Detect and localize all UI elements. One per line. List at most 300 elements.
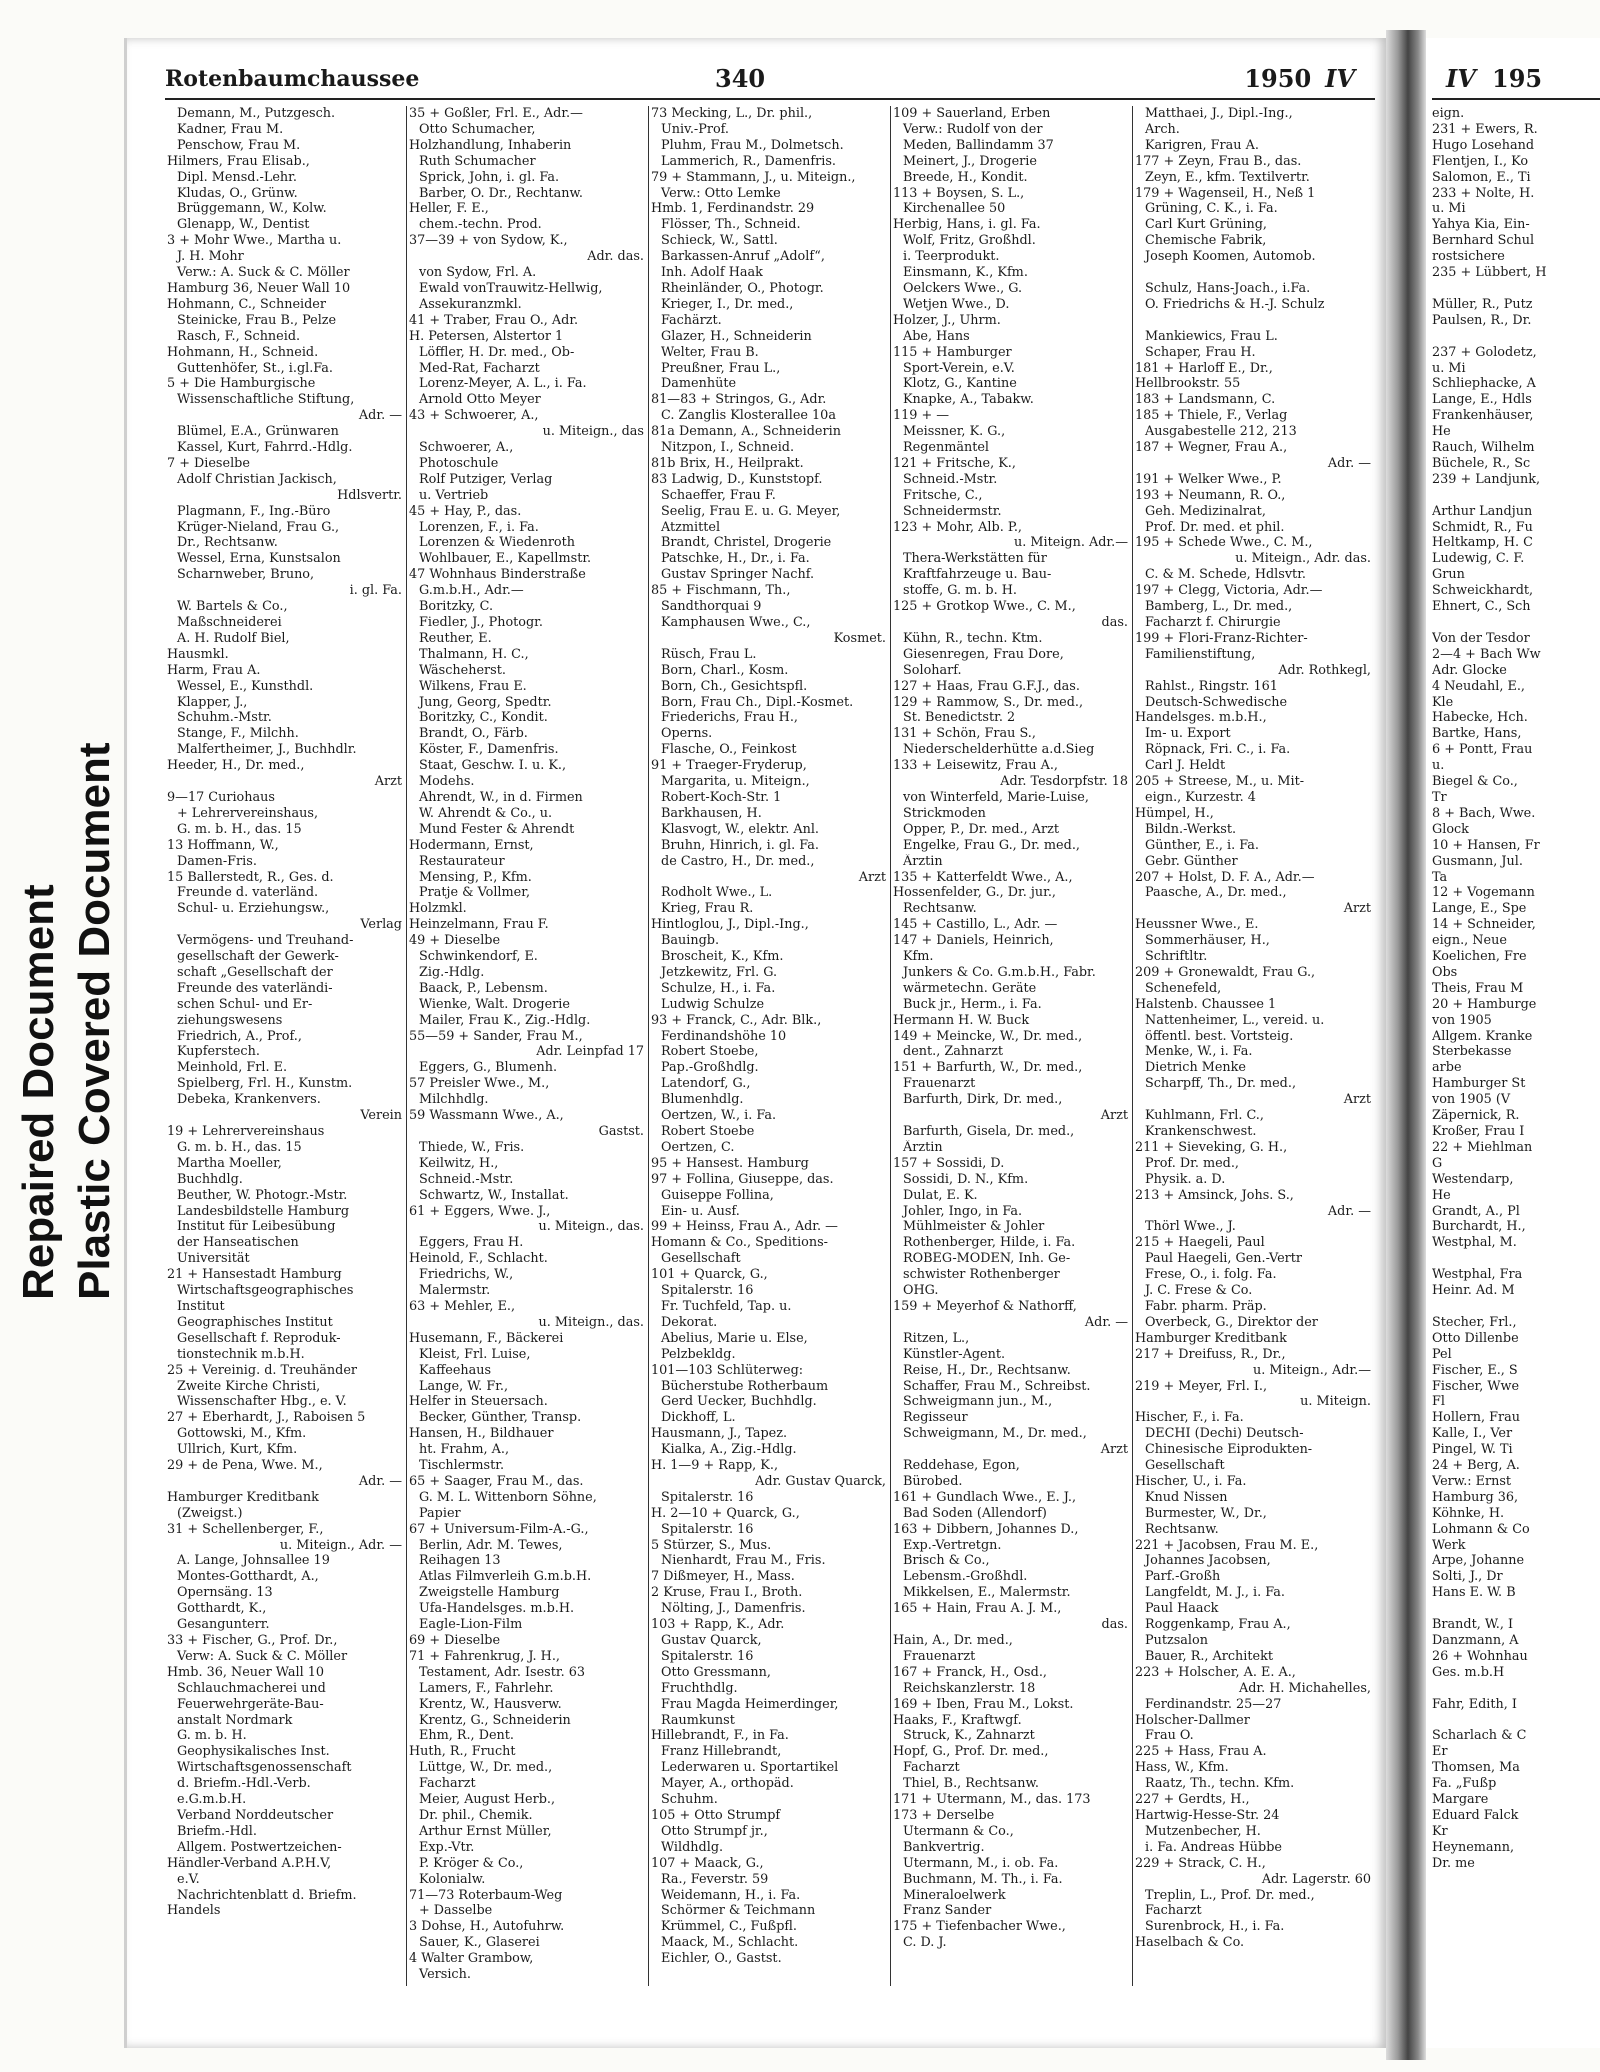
adjacent-entry-line: Fl: [1432, 1394, 1445, 1410]
directory-entry-line: Kadner, Frau M.: [177, 121, 284, 137]
volume-roman: IV: [1325, 64, 1355, 93]
directory-entry-line: Händler-Verband A.P.H.V,: [167, 1855, 332, 1871]
adjacent-entry-line: arbe: [1432, 1060, 1462, 1076]
directory-entry-line: Surenbrock, H., i. Fa.: [1145, 1919, 1285, 1935]
directory-entry-line: Born, Frau Ch., Dipl.-Kosmet.: [661, 694, 854, 710]
directory-entry-line: u. Miteign.: [1300, 1394, 1371, 1410]
adjacent-entry-line: 6 + Pontt, Frau: [1432, 742, 1533, 758]
directory-entry-line: Arnold Otto Meyer: [419, 392, 541, 408]
adjacent-entry-line: [1432, 329, 1600, 345]
side-label-cut: Repaired Document: [14, 884, 63, 1300]
directory-entry-line: 131 + Schön, Frau S.,: [893, 726, 1036, 742]
directory-entry-line: Mutzenbecher, H.: [1145, 1823, 1261, 1839]
directory-entry-line: Ludwig Schulze: [661, 996, 765, 1012]
directory-entry-line: Niederschelderhütte a.d.Sieg: [903, 742, 1095, 758]
directory-entry-line: Guttenhöfer, St., i.gl.Fa.: [177, 360, 333, 376]
directory-entry-line: Blumenhdlg.: [661, 1092, 744, 1108]
directory-entry-line: schwister Rothenberger: [903, 1267, 1060, 1283]
adjacent-entry-line: [1432, 1681, 1600, 1697]
directory-entry-line: Nitzpon, I., Schneid.: [661, 440, 795, 456]
directory-entry-line: Heller, F. E.,: [409, 201, 489, 217]
directory-entry-line: 35 + Goßler, Frl. E., Adr.—: [409, 106, 583, 121]
directory-entry-line: Steinicke, Frau B., Pelze: [177, 312, 337, 328]
adjacent-entry-line: Fischer, E., S: [1432, 1362, 1518, 1378]
directory-entry-line: Krieger, I., Dr. med.,: [661, 296, 794, 312]
directory-entry-line: H. 1—9 + Rapp, K.,: [651, 1458, 779, 1474]
directory-entry-line: Barkhausen, H.: [661, 805, 762, 821]
directory-entry-line: Arzt: [374, 774, 402, 790]
directory-entry-line: Rüsch, Frau L.: [661, 646, 757, 662]
directory-entry-line: Sommerhäuser, H.,: [1145, 933, 1270, 949]
directory-entry-line: Haaks, F., Kraftwgf.: [893, 1712, 1022, 1728]
directory-entry-line: 169 + Iben, Frau M., Lokst.: [893, 1696, 1074, 1712]
directory-entry-line: dent., Zahnarzt: [903, 1044, 1003, 1060]
adjacent-entry-line: Allgem. Kranke: [1432, 1028, 1533, 1044]
directory-entry-line: 61 + Eggers, Wwe. J.,: [409, 1203, 551, 1219]
directory-entry-line: 119 + —: [893, 408, 950, 424]
adjacent-entry-line: Köhnke, H.: [1432, 1505, 1505, 1521]
directory-entry-line: Herbig, Hans, i. gl. Fa.: [893, 217, 1041, 233]
directory-entry-line: [1135, 313, 1371, 329]
directory-entry-line: Kleist, Frl. Luise,: [419, 1346, 531, 1362]
directory-entry-line: Keilwitz, H.,: [419, 1155, 499, 1171]
directory-entry-line: Utermann & Co.,: [903, 1823, 1014, 1839]
directory-entry-line: Montes-Gotthardt, A.,: [177, 1569, 319, 1585]
directory-entry-line: Freunde d. vaterländ.: [177, 885, 319, 901]
directory-entry-line: Seelig, Frau E. u. G. Meyer,: [661, 503, 841, 519]
adjacent-entry-line: Westphal, Fra: [1432, 1267, 1523, 1283]
directory-entry-line: Lebensm.-Großhdl.: [903, 1569, 1028, 1585]
directory-entry-line: Kupferstech.: [177, 1044, 260, 1060]
directory-entry-line: Opper, P., Dr. med., Arzt: [903, 821, 1059, 837]
directory-entry-line: Thiede, W., Fris.: [419, 1139, 525, 1155]
entry-column-5: [1133, 106, 1375, 1986]
directory-entry-line: Jung, Georg, Spedtr.: [419, 694, 552, 710]
directory-entry-line: Bankvertrig.: [903, 1839, 985, 1855]
directory-entry-line: Hamburg 36, Neuer Wall 10: [167, 280, 351, 296]
directory-entry-line: u. Miteign., das: [542, 424, 644, 440]
directory-entry-line: 13 Hoffmann, W.,: [167, 837, 279, 853]
directory-entry-line: (Zweigst.): [177, 1505, 243, 1521]
directory-entry-line: Verw.: Rudolf von der: [903, 121, 1043, 137]
directory-entry-line: Im- u. Export: [1145, 726, 1231, 742]
directory-entry-line: Stange, F., Milchh.: [177, 726, 299, 742]
directory-entry-line: Abe, Hans: [903, 328, 970, 344]
directory-entry-line: 161 + Gundlach Wwe., E. J.,: [893, 1489, 1077, 1505]
directory-entry-line: Putzsalon: [1145, 1633, 1208, 1648]
directory-entry-line: Robert Stoebe,: [661, 1044, 759, 1060]
directory-entry-line: Hartwig-Hesse-Str. 24: [1135, 1807, 1280, 1823]
directory-entry-line: Krentz, W., Hausverw.: [419, 1696, 562, 1712]
directory-entry-line: Beuther, W. Photogr.-Mstr.: [177, 1187, 348, 1203]
directory-entry-line: Mühlmeister & Johler: [903, 1219, 1045, 1235]
directory-entry-line: öffentl. best. Vortsteig.: [1145, 1028, 1294, 1044]
directory-entry-line: Atlas Filmverleih G.m.b.H.: [419, 1569, 592, 1585]
adjacent-entry-line: Adr. Glocke: [1432, 662, 1507, 678]
directory-entry-line: Köster, F., Damenfris.: [419, 742, 559, 758]
directory-entry-line: Friedrich, A., Prof.,: [177, 1028, 302, 1044]
directory-entry-line: 59 Wassmann Wwe., A.,: [409, 1108, 564, 1124]
directory-entry-line: 151 + Barfurth, W., Dr. med.,: [893, 1060, 1083, 1076]
directory-entry-line: Langfeldt, M. J., i. Fa.: [1145, 1585, 1285, 1601]
adjacent-entry-line: Kroßer, Frau I: [1432, 1124, 1525, 1139]
adjacent-entry-line: Ges. m.b.H: [1432, 1664, 1505, 1680]
directory-entry-line: A. Lange, Johnsallee 19: [177, 1553, 330, 1569]
directory-entry-line: Born, Ch., Gesichtspfl.: [661, 678, 808, 694]
directory-entry-line: H. 2—10 + Quarck, G.,: [651, 1505, 800, 1521]
directory-entry-line: Schweigmann jun., M.,: [903, 1394, 1053, 1410]
directory-entry-line: Ufa-Handelsges. m.b.H.: [419, 1601, 575, 1617]
directory-entry-line: Ärztin: [903, 853, 943, 869]
directory-entry-line: Damenhüte: [661, 376, 737, 392]
directory-entry-line: Oelckers Wwe., G.: [903, 280, 1023, 296]
directory-entry-line: 69 + Dieselbe: [409, 1633, 501, 1648]
directory-entry-line: 171 + Utermann, M., das. 173: [893, 1792, 1091, 1808]
directory-entry-line: Schwartz, W., Installat.: [419, 1187, 569, 1203]
directory-entry-line: Adr. Lagerstr. 60: [1261, 1871, 1371, 1887]
adjacent-entry-line: Schmidt, R., Fu: [1432, 519, 1533, 535]
directory-entry-line: Schaffer, Frau M., Schreibst.: [903, 1378, 1091, 1394]
directory-entry-line: Wessel, Erna, Kunstsalon: [177, 551, 341, 567]
directory-entry-line: Modehs.: [419, 774, 475, 790]
directory-entry-line: 99 + Heinss, Frau A., Adr. —: [651, 1219, 838, 1235]
directory-entry-line: Lamers, F., Fahrlehr.: [419, 1680, 554, 1696]
directory-entry-line: Nölting, J., Damenfris.: [661, 1601, 806, 1617]
directory-entry-line: Hermann H. W. Buck: [893, 1012, 1030, 1028]
directory-entry-line: Wessel, E., Kunsthdl.: [177, 678, 314, 694]
directory-entry-line: 213 + Amsinck, Johs. S.,: [1135, 1187, 1294, 1203]
directory-entry-line: Friedrichs, W.,: [419, 1267, 514, 1283]
adjacent-entry-line: Schliephacke, A: [1432, 376, 1536, 392]
directory-entry-line: Chinesische Eiprodukten-: [1145, 1442, 1313, 1458]
directory-entry-line: Dekorat.: [661, 1314, 718, 1330]
directory-entry-line: 209 + Gronewaldt, Frau G.,: [1135, 964, 1316, 980]
directory-entry-line: Schweigmann, M., Dr. med.,: [903, 1426, 1087, 1442]
directory-entry-line: 19 + Lehrervereinshaus: [167, 1124, 325, 1139]
directory-entry-line: Prof. Dr. med.,: [1145, 1155, 1239, 1171]
directory-entry-line: Hain, A., Dr. med.,: [893, 1633, 1013, 1648]
directory-entry-line: 4 Walter Grambow,: [409, 1951, 534, 1967]
directory-entry-line: Wildhdlg.: [661, 1839, 724, 1855]
adjacent-entry-line: Theis, Frau M: [1432, 980, 1524, 996]
directory-entry-line: 211 + Sieveking, G. H.,: [1135, 1139, 1288, 1155]
directory-entry-line: Boritzky, C., Kondit.: [419, 710, 548, 726]
directory-entry-line: 21 + Hansestadt Hamburg: [167, 1267, 342, 1283]
directory-entry-line: G.m.b.H., Adr.—: [419, 583, 524, 599]
directory-entry-line: Geographisches Institut: [177, 1314, 333, 1330]
directory-entry-line: Hischer, U., i. Fa.: [1135, 1473, 1247, 1489]
directory-entry-line: Dickhoff, L.: [661, 1410, 736, 1426]
directory-entry-line: Kosmet.: [833, 630, 886, 646]
directory-entry-line: Handelsges. m.b.H.,: [1135, 710, 1267, 726]
directory-entry-line: Otto Schumacher,: [419, 121, 536, 137]
directory-entry-line: Roggenkamp, Frau A.,: [1145, 1617, 1291, 1633]
directory-entry-line: Physik. a. D.: [1145, 1171, 1226, 1187]
directory-entry-line: 33 + Fischer, G., Prof. Dr.,: [167, 1633, 338, 1648]
directory-entry-line: Versich.: [419, 1967, 471, 1983]
directory-entry-line: Karigren, Frau A.: [1145, 137, 1259, 153]
adjacent-entry-line: u. Mi: [1432, 360, 1466, 376]
directory-entry-line: Schneid.-Mstr.: [419, 1171, 514, 1187]
adjacent-entry-line: Rauch, Wilhelm: [1432, 440, 1535, 456]
directory-entry-line: 5 Stürzer, S., Mus.: [651, 1537, 772, 1553]
directory-entry-line: 197 + Clegg, Victoria, Adr.—: [1135, 583, 1323, 599]
directory-entry-line: G. m. b. H., das. 15: [177, 1139, 302, 1155]
directory-entry-line: Paul Haack: [1145, 1601, 1219, 1617]
directory-entry-line: Frese, O., i. folg. Fa.: [1145, 1267, 1277, 1283]
entry-column-3: [649, 106, 891, 1986]
adjacent-entry-line: Fa. „Fußp: [1432, 1776, 1497, 1792]
directory-entry-line: Rahlst., Ringstr. 161: [1145, 678, 1278, 694]
directory-entry-line: Junkers & Co. G.m.b.H., Fabr.: [903, 964, 1096, 980]
directory-entry-line: Hilmers, Frau Elisab.,: [167, 153, 310, 169]
directory-entry-line: Chemische Fabrik,: [1145, 233, 1267, 249]
directory-entry-line: Debeka, Krankenvers.: [177, 1092, 321, 1108]
directory-entry-line: Kludas, O., Grünw.: [177, 185, 298, 201]
directory-entry-line: Zig.-Hdlg.: [419, 964, 485, 980]
adjacent-entry-line: [1432, 488, 1600, 504]
directory-entry-line: Ausgabestelle 212, 213: [1145, 424, 1297, 440]
directory-entry-line: Welter, Frau B.: [661, 344, 759, 360]
directory-entry-line: Franz Hillebrandt,: [661, 1744, 782, 1760]
directory-entry-line: u. Miteign., das.: [538, 1219, 644, 1235]
directory-entry-line: Kuhlmann, Frl. C.,: [1145, 1108, 1264, 1124]
directory-entry-line: Otto Gressmann,: [661, 1664, 771, 1680]
directory-entry-line: Dietrich Menke: [1145, 1060, 1247, 1076]
directory-entry-line: 125 + Grotkop Wwe., C. M.,: [893, 599, 1076, 615]
directory-entry-line: Institut für Leibesübung: [177, 1219, 336, 1235]
directory-entry-line: Rheinländer, O., Photogr.: [661, 280, 824, 296]
directory-entry-line: 107 + Maack, G.,: [651, 1855, 764, 1871]
directory-entry-line: Reihagen 13: [419, 1553, 501, 1569]
directory-entry-line: Lange, W. Fr.,: [419, 1378, 509, 1394]
directory-entry-line: Schörmer & Teichmann: [661, 1903, 816, 1919]
directory-entry-line: 7 Dißmeyer, H., Mass.: [651, 1569, 795, 1585]
directory-entry-line: Spitalerstr. 16: [661, 1521, 754, 1537]
directory-entry-line: Günther, E., i. Fa.: [1145, 837, 1259, 853]
directory-entry-line: Exp.-Vtr.: [419, 1839, 475, 1855]
directory-entry-line: Pap.-Großhdlg.: [661, 1060, 759, 1076]
adjacent-entry-line: 4 Neudahl, E.,: [1432, 678, 1525, 694]
directory-entry-line: u. Miteign., Adr.—: [1252, 1362, 1371, 1378]
directory-entry-line: H. Petersen, Alstertor 1: [409, 328, 564, 344]
directory-entry-line: Ehm, R., Dent.: [419, 1728, 514, 1744]
adjacent-entry-line: 239 + Landjunk,: [1432, 471, 1541, 487]
directory-entry-line: Gerd Uecker, Buchhdlg.: [661, 1394, 817, 1410]
directory-entry-line: Adr. Leinpfad 17: [536, 1044, 644, 1060]
directory-entry-line: G. M. L. Wittenborn Söhne,: [419, 1489, 597, 1505]
directory-entry-line: 159 + Meyerhof & Nathorff,: [893, 1298, 1077, 1314]
adjacent-entry-line: 20 + Hamburge: [1432, 996, 1537, 1012]
directory-entry-line: 9—17 Curiohaus: [167, 789, 275, 805]
directory-entry-line: W. Bartels & Co.,: [177, 599, 288, 615]
directory-entry-line: Ra., Feverstr. 59: [661, 1871, 769, 1887]
directory-entry-line: schaft „Gesellschaft der: [177, 964, 333, 980]
directory-entry-line: Hmb. 36, Neuer Wall 10: [167, 1664, 325, 1680]
adjacent-entry-line: Grandt, A., Pl: [1432, 1203, 1520, 1219]
entry-columns: [165, 106, 1375, 1986]
directory-entry-line: Krüger-Nieland, Frau G.,: [177, 519, 340, 535]
adjacent-entry-line: 14 + Schneider,: [1432, 917, 1536, 933]
adjacent-entry-line: Salomon, E., Ti: [1432, 169, 1531, 185]
adjacent-entry-line: Paulsen, R., Dr.: [1432, 312, 1532, 328]
directory-entry-line: Latendorf, G.,: [661, 1076, 751, 1092]
directory-entry-line: Klotz, G., Kantine: [903, 376, 1017, 392]
directory-entry-line: Lorenz-Meyer, A. L., i. Fa.: [419, 376, 587, 392]
directory-entry-line: Strickmoden: [903, 805, 986, 821]
directory-entry-line: 65 + Saager, Frau M., das.: [409, 1473, 584, 1489]
directory-entry-line: Klasvogt, W., elektr. Anl.: [661, 821, 819, 837]
directory-entry-line: das.: [1101, 1617, 1128, 1633]
adjacent-entry-line: Fischer, Wwe: [1432, 1378, 1520, 1394]
adjacent-entry-line: u.: [1432, 758, 1445, 774]
directory-entry-line: Klapper, J.,: [177, 694, 248, 710]
directory-entry-line: Rechtsanw.: [1145, 1521, 1219, 1537]
directory-entry-line: 73 Mecking, L., Dr. phil.,: [651, 106, 813, 121]
directory-entry-line: Carl J. Heldt: [1145, 758, 1226, 774]
adjacent-entry-line: [1432, 1713, 1600, 1729]
directory-entry-line: Heinzelmann, Frau F.: [409, 917, 549, 933]
directory-entry-line: 47 Wohnhaus Binderstraße: [409, 567, 586, 583]
directory-entry-line: Fritsche, C.,: [903, 487, 983, 503]
directory-entry-line: Testament, Adr. Isestr. 63: [419, 1664, 585, 1680]
directory-entry-line: 225 + Hass, Frau A.: [1135, 1744, 1267, 1760]
directory-entry-line: Schul- u. Erziehungsw.,: [177, 901, 330, 917]
directory-entry-line: 115 + Hamburger: [893, 344, 1012, 360]
adjacent-entry-line: [1432, 1251, 1600, 1267]
directory-entry-line: 121 + Fritsche, K.,: [893, 455, 1016, 471]
entry-column-2: [407, 106, 649, 1986]
adjacent-entry-line: Bartke, Hans,: [1432, 726, 1522, 742]
directory-entry-line: Verw: A. Suck & C. Möller: [177, 1648, 348, 1664]
directory-entry-line: Eichler, O., Gastst.: [661, 1951, 782, 1967]
directory-entry-line: 145 + Castillo, L., Adr. —: [893, 917, 1058, 933]
adjacent-entry-line: Hans E. W. B: [1432, 1585, 1516, 1601]
adjacent-entry-line: Koelichen, Fre: [1432, 949, 1527, 965]
directory-entry-line: Adolf Christian Jackisch,: [177, 471, 337, 487]
directory-entry-line: Adr. —: [358, 408, 402, 424]
directory-entry-line: 67 + Universum-Film-A.-G.,: [409, 1521, 589, 1537]
directory-entry-line: Sport-Verein, e.V.: [903, 360, 1015, 376]
directory-entry-line: Fr. Tuchfeld, Tap. u.: [661, 1298, 792, 1314]
directory-entry-line: Gotthardt, K.,: [177, 1601, 267, 1617]
directory-entry-line: ROBEG-MODEN, Inh. Ge-: [903, 1251, 1071, 1267]
directory-entry-line: Ferdinandstr. 25—27: [1145, 1696, 1282, 1712]
adjacent-entry-line: Otto Dillenbe: [1432, 1330, 1519, 1346]
directory-entry-line: Rodholt Wwe., L.: [661, 885, 773, 901]
directory-entry-line: Brüggemann, W., Kolw.: [177, 201, 327, 217]
directory-entry-line: 127 + Haas, Frau G.F.J., das.: [893, 678, 1080, 694]
directory-entry-line: Schieck, W., Sattl.: [661, 233, 778, 249]
directory-entry-line: Adr. Gustav Quarck,: [755, 1473, 886, 1489]
directory-entry-line: Oertzen, W., i. Fa.: [661, 1108, 777, 1124]
page-header: [165, 58, 1375, 100]
directory-entry-line: Arzt: [858, 869, 886, 885]
directory-entry-line: Atzmittel: [661, 519, 721, 535]
adjacent-entry-line: von 1905 (V: [1432, 1092, 1511, 1108]
directory-entry-line: Mund Fester & Ahrendt: [419, 821, 575, 837]
directory-entry-line: Nattenheimer, L., vereid. u.: [1145, 1012, 1325, 1028]
adjacent-year: 195: [1492, 64, 1543, 93]
directory-entry-line: tionstechnik m.b.H.: [177, 1346, 305, 1362]
directory-entry-line: Buchmann, M. Th., i. Fa.: [903, 1871, 1063, 1887]
directory-entry-line: u. Vertrieb: [419, 487, 489, 503]
directory-entry-line: Hohmann, C., Schneider: [167, 296, 326, 312]
directory-entry-line: Adr. —: [1327, 1203, 1371, 1219]
directory-entry-line: Hausmkl.: [167, 646, 229, 662]
directory-entry-line: Allgem. Postwertzeichen-: [177, 1839, 342, 1855]
directory-entry-line: Geophysikalisches Inst.: [177, 1744, 330, 1760]
directory-entry-line: G. m. b. H.: [177, 1728, 247, 1744]
directory-entry-line: Rasch, F., Schneid.: [177, 328, 301, 344]
directory-entry-line: Ärztin: [903, 1139, 943, 1155]
adjacent-entry-line: Kr: [1432, 1823, 1448, 1839]
directory-entry-line: 45 + Hay, P., das.: [409, 503, 522, 519]
directory-entry-line: eign., Kurzestr. 4: [1145, 789, 1256, 805]
directory-entry-line: J. H. Mohr: [177, 249, 244, 265]
directory-entry-line: Oertzen, C.: [661, 1139, 735, 1155]
directory-entry-line: 223 + Holscher, A. E. A.,: [1135, 1664, 1296, 1680]
directory-entry-line: 227 + Gerdts, H.,: [1135, 1792, 1250, 1808]
directory-entry-line: 15 Ballerstedt, R., Ges. d.: [167, 869, 334, 885]
directory-entry-line: Lammerich, R., Damenfris.: [661, 153, 836, 169]
directory-entry-line: Geh. Medizinalrat,: [1145, 503, 1266, 519]
directory-entry-line: Matthaei, J., Dipl.-Ing.,: [1145, 106, 1293, 121]
directory-entry-line: Malfertheimer, J., Buchhdlr.: [177, 742, 357, 758]
directory-entry-line: Pratje & Vollmer,: [419, 885, 531, 901]
directory-entry-line: 43 + Schwoerer, A.,: [409, 408, 539, 424]
directory-entry-line: Gesellschaft: [1145, 1458, 1225, 1474]
directory-entry-line: Rechtsanw.: [903, 901, 977, 917]
directory-entry-line: Reddehase, Egon,: [903, 1458, 1020, 1474]
directory-entry-line: Kamphausen Wwe., C.,: [661, 615, 811, 630]
directory-entry-line: W. Ahrendt & Co., u.: [419, 805, 553, 821]
adjacent-entry-line: [1432, 1299, 1600, 1315]
adjacent-entry-line: Bernhard Schul: [1432, 233, 1535, 249]
directory-entry-line: Wienke, Walt. Drogerie: [419, 996, 570, 1012]
directory-entry-line: Carl Kurt Grüning,: [1145, 217, 1267, 233]
directory-entry-line: Jetzkewitz, Frl. G.: [661, 964, 778, 980]
directory-entry-line: Patschke, H., Dr., i. Fa.: [661, 551, 810, 567]
directory-entry-line: 81a Demann, A., Schneiderin: [651, 424, 841, 440]
side-label: [0, 0, 120, 2072]
directory-entry-line: Abelius, Marie u. Else,: [661, 1330, 808, 1346]
directory-entry-line: Landesbildstelle Hamburg: [177, 1203, 350, 1219]
directory-entry-line: 205 + Streese, M., u. Mit-: [1135, 774, 1305, 790]
adjacent-entry-line: Hamburg 36,: [1432, 1489, 1519, 1505]
adjacent-entry-line: G: [1432, 1155, 1443, 1171]
directory-entry-line: Krieg, Frau R.: [661, 901, 754, 917]
adjacent-entry-line: Stecher, Frl.,: [1432, 1314, 1517, 1330]
directory-entry-line: 27 + Eberhardt, J., Raboisen 5: [167, 1410, 366, 1426]
directory-entry-line: 71—73 Roterbaum-Weg: [409, 1887, 563, 1903]
directory-entry-line: Homann & Co., Speditions-: [651, 1235, 829, 1251]
directory-entry-line: 165 + Hain, Frau A. J. M.,: [893, 1601, 1062, 1617]
adjacent-entry-line: Ehnert, C., Sch: [1432, 599, 1531, 615]
directory-entry-line: Engelke, Frau G., Dr. med.,: [903, 837, 1080, 853]
directory-entry-line: Kaffeehaus: [419, 1362, 492, 1378]
entry-column-1: [165, 106, 407, 1986]
directory-entry-line: Gesangunterr.: [177, 1617, 270, 1633]
adjacent-entry-line: Flentjen, I., Ko: [1432, 153, 1529, 169]
adjacent-entry-line: u. Mi: [1432, 201, 1466, 217]
directory-entry-line: Otto Strumpf jr.,: [661, 1823, 768, 1839]
directory-entry-line: Assekuranzmkl.: [419, 296, 522, 312]
directory-entry-line: Verw.: A. Suck & C. Möller: [177, 265, 350, 281]
directory-entry-line: Dr. phil., Chemik.: [419, 1807, 533, 1823]
directory-entry-line: 177 + Zeyn, Frau B., das.: [1135, 153, 1302, 169]
directory-entry-line: Hopf, G., Prof. Dr. med.,: [893, 1744, 1049, 1760]
